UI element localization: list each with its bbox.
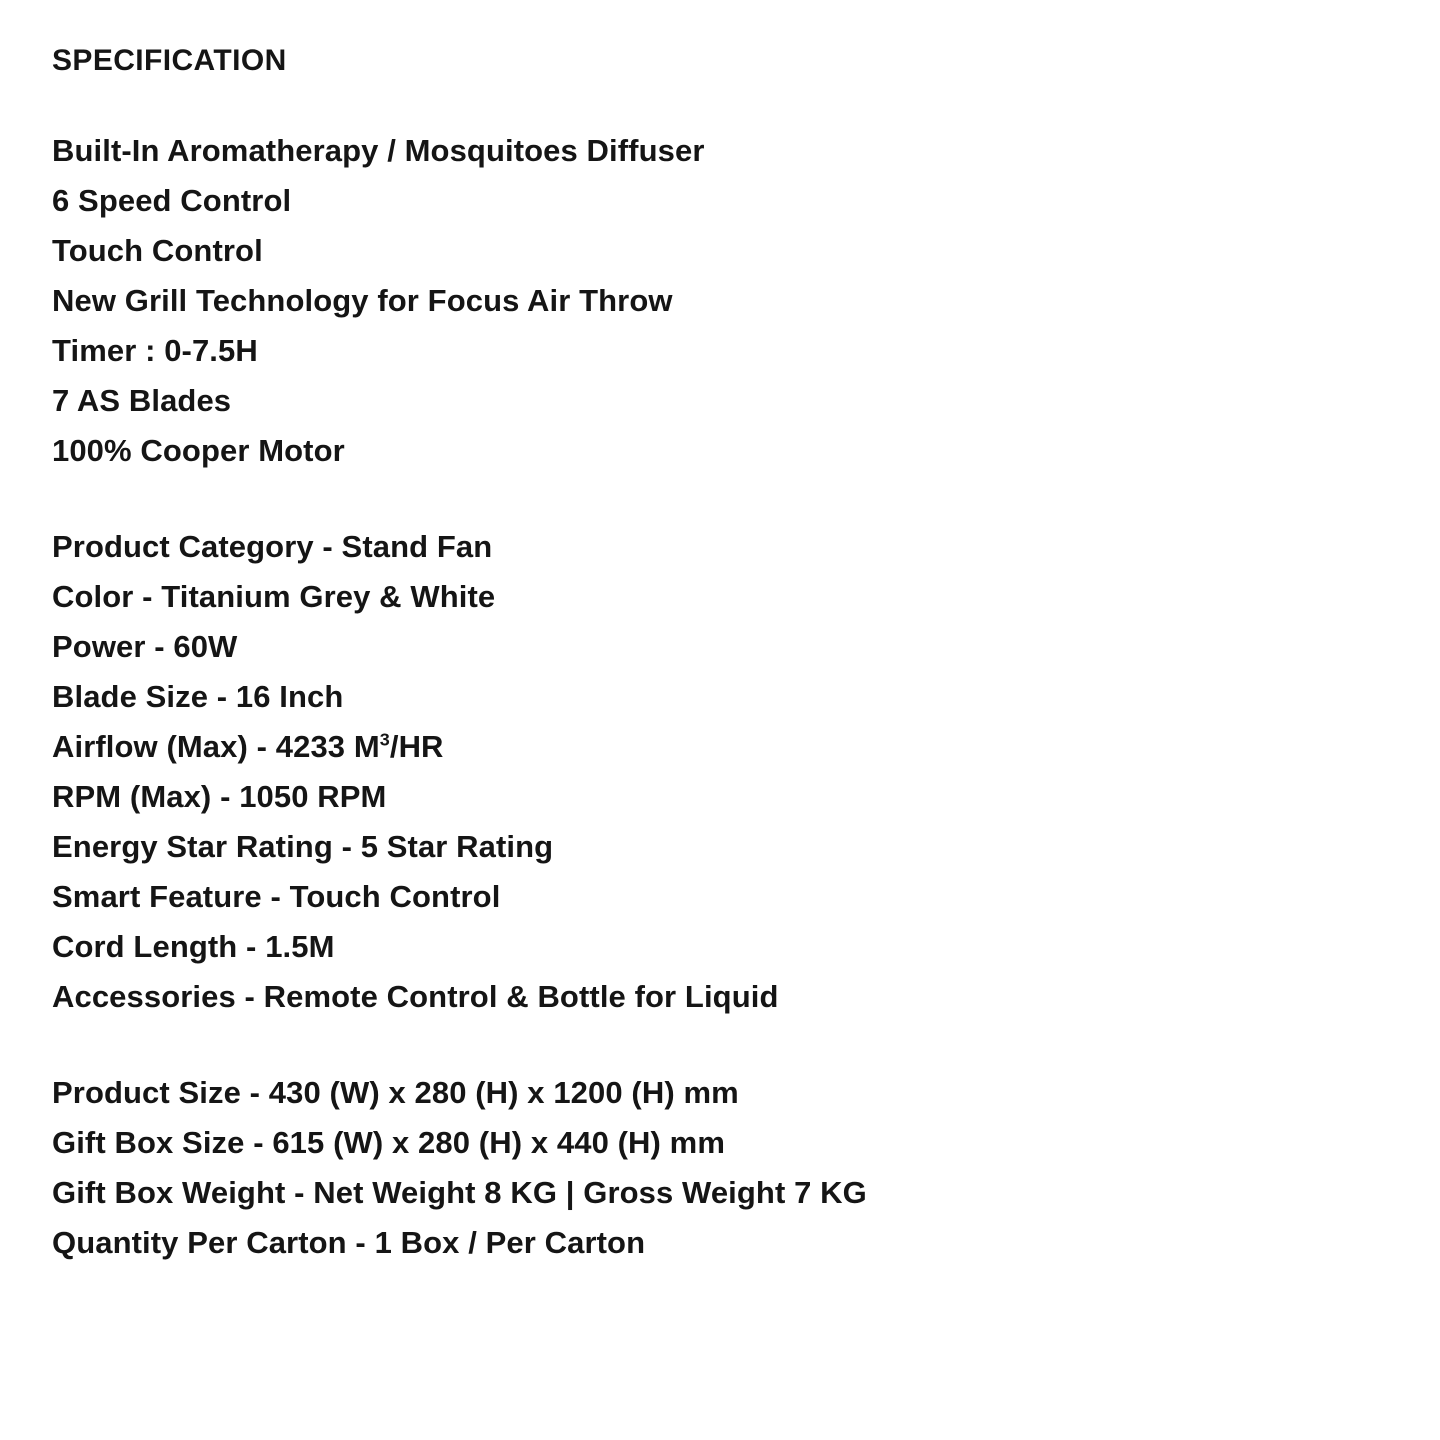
list-item: 7 AS Blades [52,382,232,418]
list-item: Quantity Per Carton - 1 Box / Per Carton [52,1224,646,1260]
packaging-list [52,1068,1388,1268]
list-item: Gift Box Size - 615 (W) x 280 (H) x 440 (H) mm [52,1124,725,1160]
airflow-label: Airflow (Max) - 4233 M [52,728,380,764]
attributes-list [52,522,1388,1022]
list-item: Blade Size - 16 Inch [52,678,344,714]
list-item: Built-In Aromatherapy / Mosquitoes Diffuser [52,132,705,168]
airflow-unit: /HR [389,728,444,764]
list-item: Cord Length - 1.5M [52,928,335,964]
list-item-airflow [52,722,1388,772]
list-item: Product Category - Stand Fan [52,528,493,564]
list-item: Energy Star Rating - 5 Star Rating [52,828,554,864]
page-title: SPECIFICATION [52,44,287,77]
features-list [52,126,1388,476]
list-item: New Grill Technology for Focus Air Throw [52,282,673,318]
list-item: Timer : 0-7.5H [52,332,258,368]
list-item: Accessories - Remote Control & Bottle for Liquid [52,978,779,1014]
list-item: 6 Speed Control [52,182,292,218]
list-item: Power - 60W [52,628,238,664]
list-item: Product Size - 430 (W) x 280 (H) x 1200 (H) mm [52,1074,739,1110]
list-item: Gift Box Weight - Net Weight 8 KG | Gross Weight 7 KG [52,1174,867,1210]
airflow-exponent: 3 [379,729,390,750]
list-item: RPM (Max) - 1050 RPM [52,778,387,814]
list-item: Smart Feature - Touch Control [52,878,501,914]
list-item: Touch Control [52,232,263,268]
list-item: Color - Titanium Grey & White [52,578,496,614]
list-item: 100% Cooper Motor [52,432,345,468]
